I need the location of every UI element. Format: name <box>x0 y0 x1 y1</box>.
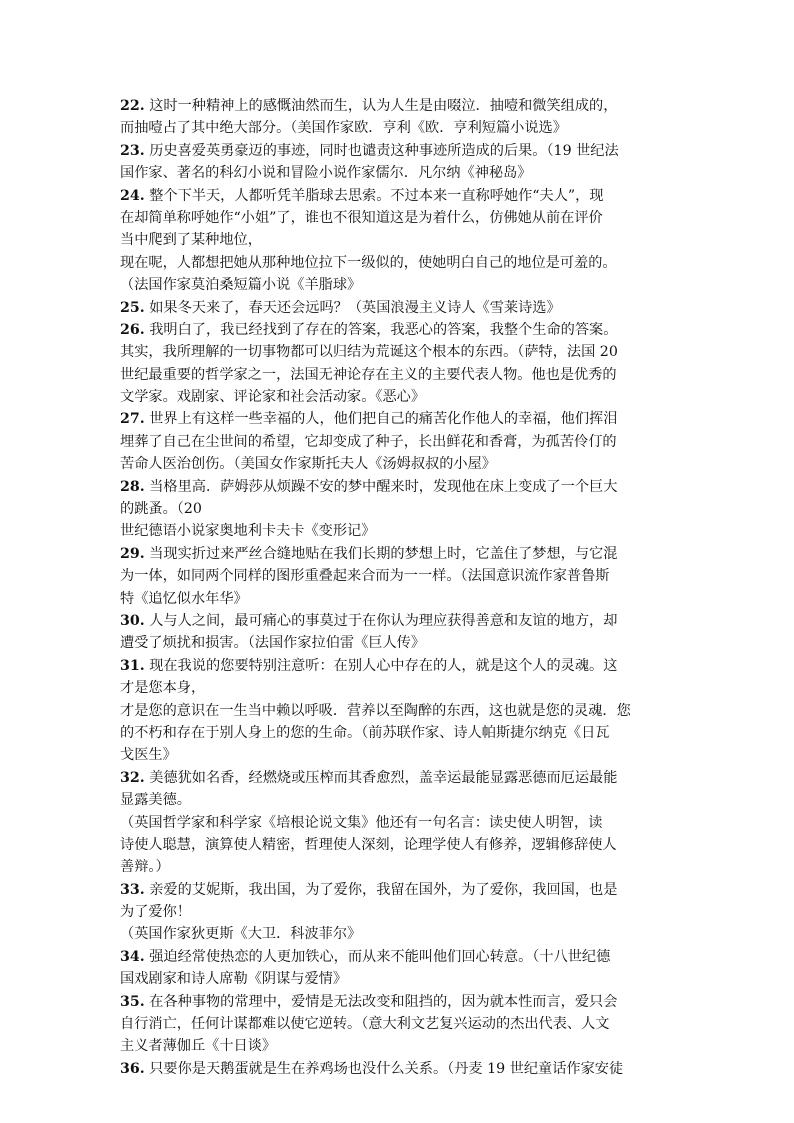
line-text: 其实，我所理解的一切事物都可以归结为荒诞这个根本的东西。（萨特，法国 20 <box>120 344 618 361</box>
text-line <box>120 252 680 274</box>
text-line <box>120 565 680 587</box>
text-line <box>120 408 680 430</box>
line-text: 人与人之间，最可痛心的事莫过于在你认为理应获得善意和友谊的地方，却 <box>144 612 618 629</box>
text-line <box>120 789 680 811</box>
line-text: 文学家。戏剧家、评论家和社会活动家。《恶心》 <box>120 389 426 406</box>
text-line <box>120 812 680 834</box>
text-line <box>120 319 680 341</box>
text-line <box>120 117 680 139</box>
line-text: 当中爬到了某种地位， <box>120 232 262 249</box>
text-line <box>120 767 680 789</box>
item-number: 29. <box>120 545 145 562</box>
text-line <box>120 543 680 565</box>
item-number: 30. <box>120 612 145 629</box>
text-line <box>120 386 680 408</box>
text-line <box>120 162 680 184</box>
line-text: 国戏剧家和诗人席勒《阴谋与爱情》 <box>120 971 348 988</box>
line-text: 而抽噎占了其中绝大部分。（美国作家欧．亨利《欧．亨利短篇小说选》 <box>120 120 567 137</box>
text-line <box>120 946 680 968</box>
text-line <box>120 834 680 856</box>
line-text: 美德犹如名香，经燃烧或压榨而其香愈烈，盖幸运最能显露恶德而厄运最能 <box>144 769 618 786</box>
line-text: 亲爱的艾妮斯，我出国，为了爱你，我留在国外，为了爱你，我回国，也是 <box>144 881 618 898</box>
item-number: 36. <box>120 1060 145 1077</box>
text-line <box>120 901 680 923</box>
line-text: 主义者薄伽丘《十日谈》 <box>120 1038 277 1055</box>
line-text: 特《追忆似水年华》 <box>120 590 248 607</box>
item-number: 35. <box>120 993 145 1010</box>
text-line <box>120 968 680 990</box>
text-line <box>120 610 680 632</box>
item-number: 22. <box>120 98 145 114</box>
line-text: 世纪德语小说家奥地利卡夫卡《变形记》 <box>120 523 376 540</box>
text-line <box>120 632 680 654</box>
line-text: （英国作家狄更斯《大卫．科波菲尔》 <box>120 926 362 943</box>
item-number: 34. <box>120 948 145 965</box>
text-line <box>120 341 680 363</box>
line-text: 这时一种精神上的感慨油然而生，认为人生是由啜泣．抽噎和微笑组成的， <box>144 98 618 114</box>
item-number: 24. <box>120 187 145 204</box>
line-text: 自行消亡，任何计谋都难以使它逆转。（意大利文艺复兴运动的杰出代表、人文 <box>120 1016 610 1033</box>
line-text: （法国作家莫泊桑短篇小说《羊脂球》 <box>120 277 362 294</box>
line-text: 显露美德。 <box>120 792 191 809</box>
line-text: 只要你是天鹅蛋就是生在养鸡场也没什么关系。（丹麦 19 世纪童话作家安徒 <box>144 1060 624 1077</box>
line-text: 世界上有这样一些幸福的人，他们把自己的痛苦化作他人的幸福，他们挥泪 <box>144 411 618 428</box>
text-line <box>120 229 680 251</box>
text-line <box>120 1013 680 1035</box>
line-text: 苦命人医治创伤。（美国女作家斯托夫人《汤姆叔叔的小屋》 <box>120 456 496 473</box>
item-number: 28. <box>120 478 145 495</box>
line-text: 历史喜爱英勇豪迈的事迹，同时也谴责这种事迹所造成的后果。（19 世纪法 <box>144 142 619 159</box>
line-text: 当现实折过来严丝合缝地贴在我们长期的梦想上时，它盖住了梦想，与它混 <box>144 545 618 562</box>
document-body <box>120 95 680 1080</box>
text-line <box>120 991 680 1013</box>
text-line <box>120 588 680 610</box>
item-number: 23. <box>120 142 145 159</box>
text-line <box>120 879 680 901</box>
line-text: 现在我说的您要特别注意听：在别人心中存在的人，就是这个人的灵魂。这 <box>144 657 618 674</box>
line-text: 现在呢，人都想把她从那种地位拉下一级似的，使她明白自己的地位是可羞的。 <box>120 254 617 271</box>
text-line <box>120 431 680 453</box>
text-line <box>120 274 680 296</box>
line-text: 国作家、著名的科幻小说和冒险小说作家儒尔．凡尔纳《神秘岛》 <box>120 165 532 182</box>
line-text: 当格里高．萨姆莎从烦躁不安的梦中醒来时，发现他在床上变成了一个巨大 <box>144 478 618 495</box>
line-text: 在各种事物的常理中，爱情是无法改变和阻挡的，因为就本性而言，爱只会 <box>144 993 618 1010</box>
text-line <box>120 297 680 319</box>
text-line <box>120 364 680 386</box>
item-number: 26. <box>120 321 145 338</box>
line-text: 埋葬了自己在尘世间的希望，它却变成了种子，长出鲜花和香膏，为孤苦伶仃的 <box>120 433 617 450</box>
line-text: （英国哲学家和科学家《培根论说文集》他还有一句名言：读史使人明智，读 <box>120 814 603 831</box>
text-line <box>120 498 680 520</box>
line-text: 遭受了烦扰和损害。（法国作家拉伯雷《巨人传》 <box>120 635 426 652</box>
line-text: 在却简单称呼她作“小姐”了，谁也不很知道这是为着什么，仿佛她从前在评价 <box>120 209 603 226</box>
text-line <box>120 476 680 498</box>
text-line <box>120 722 680 744</box>
line-text: 为了爱你！ <box>120 904 191 921</box>
line-text: 才是您本身， <box>120 680 206 697</box>
text-line <box>120 744 680 766</box>
item-number: 33. <box>120 881 145 898</box>
text-line <box>120 856 680 878</box>
line-text: 为一体，如同两个同样的图形重叠起来合而为一一样。（法国意识流作家普鲁斯 <box>120 568 610 585</box>
item-number: 27. <box>120 411 145 428</box>
text-line <box>120 1035 680 1057</box>
line-text: 整个下半天，人都听凭羊脂球去思索。不过本来一直称呼她作“夫人”，现 <box>144 187 604 204</box>
line-text: 诗使人聪慧，演算使人精密，哲理使人深刻，论理学使人有修养，逻辑修辞使人 <box>120 836 617 853</box>
text-line <box>120 453 680 475</box>
text-line <box>120 700 680 722</box>
line-text: 我明白了，我已经找到了存在的答案，我恶心的答案，我整个生命的答案。 <box>144 321 618 338</box>
text-line <box>120 923 680 945</box>
text-line <box>120 95 680 117</box>
text-line <box>120 185 680 207</box>
line-text: 戈医生》 <box>120 747 177 764</box>
text-line <box>120 677 680 699</box>
line-text: 如果冬天来了，春天还会远吗？（英国浪漫主义诗人《雪莱诗选》 <box>144 299 561 316</box>
text-line <box>120 1058 680 1080</box>
line-text: 强迫经常使热恋的人更加铁心，而从来不能叫他们回心转意。（十八世纪德 <box>144 948 611 965</box>
line-text: 的跳蚤。（20 <box>120 501 202 518</box>
line-text: 世纪最重要的哲学家之一，法国无神论存在主义的主要代表人物。他也是优秀的 <box>120 366 617 383</box>
item-number: 32. <box>120 769 145 786</box>
line-text: 善辩。） <box>120 859 170 876</box>
text-line <box>120 207 680 229</box>
item-number: 31. <box>120 657 145 674</box>
line-text: 的不朽和存在于别人身上的您的生命。（前苏联作家、诗人帕斯捷尔纳克《日瓦 <box>120 724 610 741</box>
line-text: 才是您的意识在一生当中赖以呼吸．营养以至陶醉的东西，这也就是您的灵魂．您 <box>120 702 631 719</box>
text-line <box>120 655 680 677</box>
text-line <box>120 140 680 162</box>
item-number: 25. <box>120 299 145 316</box>
text-line <box>120 520 680 542</box>
